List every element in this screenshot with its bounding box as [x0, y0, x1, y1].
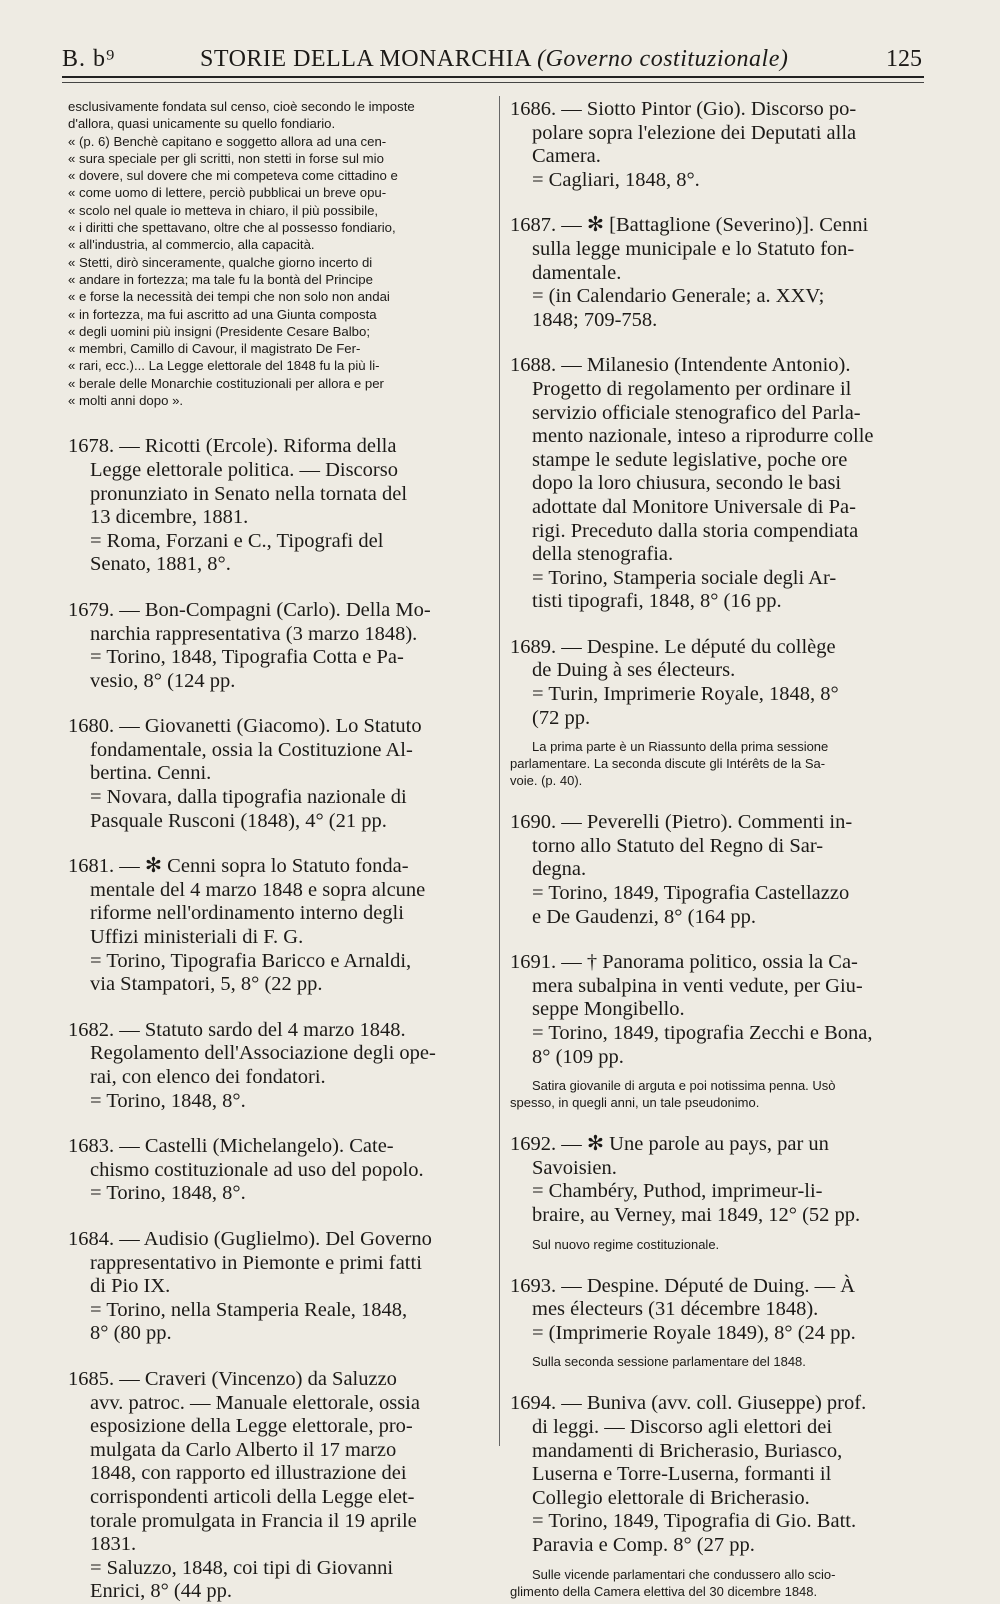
right-column — [510, 98, 928, 1600]
quote-line: « scolo nel quale io metteva in chiaro, il più possibile, — [68, 202, 379, 218]
entry-imprint-line: = Novara, dalla tipografia nazionale di — [90, 786, 407, 809]
entry-imprint-line: = Torino, Stamperia sociale degli Ar- — [532, 566, 837, 589]
note-line: parlamentare. La seconda discute gli Intérêts de la Sa- — [510, 756, 826, 772]
entry-line: 1678. — Ricotti (Ercole). Riforma della — [68, 435, 397, 458]
bibliography-entry — [68, 855, 484, 997]
entry-imprint-line: = Torino, nella Stamperia Reale, 1848, — [90, 1298, 408, 1321]
bibliography-entry — [510, 1392, 928, 1599]
entry-line: riforme nell'ordinamento interno degli — [90, 902, 404, 925]
entry-line: rappresentativo in Piemonte e primi fatti — [90, 1251, 422, 1274]
entry-imprint-line: = Torino, 1848, 8°. — [90, 1089, 246, 1112]
note-line: La prima parte è un Riassunto della prima sessione — [532, 739, 829, 755]
quote-line: d'allora, quasi unicamente su quello fondiario. — [68, 116, 336, 132]
entry-line: 1683. — Castelli (Michelangelo). Cate- — [68, 1135, 394, 1158]
entry-line: mandamenti di Bricherasio, Buriasco, — [532, 1439, 843, 1462]
entry-line: 1682. — Statuto sardo del 4 marzo 1848. — [68, 1018, 406, 1041]
entry-line: tisti tipografi, 1848, 8° (16 pp. — [532, 590, 782, 613]
running-title-main: STORIE DELLA MONARCHIA — [200, 46, 531, 72]
entry-line: 1694. — Buniva (avv. coll. Giuseppe) prof. — [510, 1392, 867, 1415]
entry-line: stampe le sedute legislative, poche ore — [532, 448, 848, 471]
quote-line: « Stetti, dirò sinceramente, qualche giorno incerto di — [68, 254, 373, 270]
entry-note — [510, 738, 928, 789]
entry-line: degna. — [532, 858, 587, 881]
entry-line: Legge elettorale politica. — Discorso — [90, 458, 398, 481]
entry-imprint-line: = Torino, 1848, 8°. — [90, 1182, 246, 1205]
entry-line: 1688. — Milanesio (Intendente Antonio). — [510, 354, 851, 377]
note-line: Sulle vicende parlamentari che condussero allo scio- — [532, 1566, 836, 1582]
quote-line: « rari, ecc.)... La Legge elettorale del 1848 fu la più li- — [68, 358, 380, 374]
note-line: Sulla seconda sessione parlamentare del 1848. — [532, 1354, 806, 1370]
entry-line: seppe Mongibello. — [532, 998, 685, 1021]
bibliography-entry — [510, 354, 928, 614]
page-number: 125 — [886, 46, 922, 72]
bibliography-entry — [510, 214, 928, 332]
entry-line: servizio officiale stenografico del Parla- — [532, 401, 861, 424]
entry-line: Paravia e Comp. 8° (27 pp. — [532, 1533, 755, 1556]
entry-line: Savoisien. — [532, 1156, 617, 1179]
quote-line: « in fortezza, ma fui ascritto ad una Giunta composta — [68, 306, 377, 322]
entry-line: della stenografia. — [532, 543, 674, 566]
entry-line: narchia rappresentativa (3 marzo 1848). — [90, 622, 418, 645]
note-line: voie. (p. 40). — [510, 773, 583, 789]
page-header — [62, 40, 922, 80]
bibliography-entry — [68, 1135, 484, 1206]
entry-line: 1685. — Craveri (Vincenzo) da Saluzzo — [68, 1367, 397, 1390]
entry-line: e De Gaudenzi, 8° (164 pp. — [532, 905, 756, 928]
quote-line: « all'industria, al commercio, alla capacità. — [68, 237, 315, 253]
entry-imprint-line: = Torino, Tipografia Baricco e Arnaldi, — [90, 949, 412, 972]
entry-line: 1848, con rapporto ed illustrazione dei — [90, 1462, 407, 1485]
entry-line: sulla legge municipale e lo Statuto fon- — [532, 237, 855, 260]
quote-line: « dovere, sul dovere che mi competeva come cittadino e — [68, 168, 398, 184]
entry-imprint-line: = Cagliari, 1848, 8°. — [532, 168, 700, 191]
entry-line: mera subalpina in venti vedute, per Giu- — [532, 974, 863, 997]
running-title — [200, 46, 788, 73]
entry-line: torno allo Statuto del Regno di Sar- — [532, 834, 824, 857]
entry-line: torale promulgata in Francia il 19 aprile — [90, 1509, 417, 1532]
entry-imprint-line: = Torino, 1849, tipografia Zecchi e Bona, — [532, 1022, 873, 1044]
note-line: spesso, in quegli anni, un tale pseudonimo. — [510, 1095, 760, 1111]
entry-line: 1679. — Bon-Compagni (Carlo). Della Mo- — [68, 598, 431, 621]
entry-line: mentale del 4 marzo 1848 e sopra alcune — [90, 878, 426, 901]
entry-line: 1693. — Despine. Député de Duing. — À — [510, 1274, 856, 1297]
left-entries — [68, 435, 484, 1604]
entry-line: vesio, 8° (124 pp. — [90, 669, 236, 692]
entry-imprint-line: = Roma, Forzani e C., Tipografi del — [90, 529, 384, 552]
bibliography-entry — [68, 715, 484, 833]
entry-line: 1684. — Audisio (Guglielmo). Del Governo — [68, 1227, 432, 1250]
entry-line: 1689. — Despine. Le député du collège — [510, 635, 836, 658]
entry-imprint-line: = (in Calendario Generale; a. XXV; — [532, 285, 825, 308]
quote-line: « degli uomini più insigni (Presidente Cesare Balbo; — [68, 323, 371, 339]
entry-note — [510, 1077, 928, 1111]
entry-line: avv. patroc. — Manuale elettorale, ossia — [90, 1391, 420, 1414]
entry-line: 8° (109 pp. — [532, 1045, 624, 1068]
note-line: Satira giovanile di arguta e poi notissima penna. Usò — [532, 1078, 836, 1094]
entry-line: di Pio IX. — [90, 1275, 171, 1298]
entry-line: dopo la loro chiusura, secondo le basi — [532, 472, 842, 495]
entry-imprint-line: = Saluzzo, 1848, coi tipi di Giovanni — [90, 1556, 394, 1579]
entry-line: rigi. Preceduto dalla storia compendiata — [532, 519, 859, 542]
entry-line: fondamentale, ossia la Costituzione Al- — [90, 738, 413, 761]
bibliography-entry — [68, 435, 484, 577]
entry-imprint-line: = Chambéry, Puthod, imprimeur-li- — [532, 1180, 823, 1203]
entry-line: de Duing à ses électeurs. — [532, 659, 736, 682]
entry-line: 1831. — [90, 1533, 137, 1556]
entry-imprint-line: = Torino, 1848, Tipografia Cotta e Pa- — [90, 646, 404, 669]
entry-line: mulgata da Carlo Alberto il 17 marzo — [90, 1438, 397, 1461]
note-line: glimento della Camera elettiva del 30 dicembre 1848. — [510, 1583, 818, 1599]
quote-line: « come uomo di lettere, perciò pubblicai un breve opu- — [68, 185, 387, 201]
entry-line: bertina. Cenni. — [90, 762, 212, 785]
signature-mark: B. b⁹ — [62, 46, 116, 72]
entry-line: Enrici, 8° (44 pp. — [90, 1580, 232, 1603]
entry-line: mento nazionale, inteso a riprodurre colle — [532, 425, 874, 448]
entry-line: Progetto di regolamento per ordinare il — [532, 377, 852, 400]
entry-line: esposizione della Legge elettorale, pro- — [90, 1415, 413, 1438]
quote-line: « molti anni dopo ». — [68, 393, 184, 409]
bibliography-entry — [510, 1275, 928, 1371]
entry-line: 1686. — Siotto Pintor (Gio). Discorso po- — [510, 98, 857, 120]
entry-line: 1691. — † Panorama politico, ossia la Ca- — [510, 951, 858, 974]
entry-imprint-line: = (Imprimerie Royale 1849), 8° (24 pp. — [532, 1321, 856, 1344]
bibliography-entry — [510, 98, 928, 192]
right-entries — [510, 98, 928, 1600]
entry-imprint-line: = Torino, 1849, Tipografia Castellazzo — [532, 882, 850, 905]
entry-note — [510, 1353, 928, 1370]
quote-line: esclusivamente fondata sul censo, cioè secondo le imposte — [68, 99, 415, 114]
entry-line: rai, con elenco dei fondatori. — [90, 1066, 326, 1088]
entry-imprint-line: = Turin, Imprimerie Royale, 1848, 8° — [532, 683, 839, 706]
entry-line: 1680. — Giovanetti (Giacomo). Lo Statuto — [68, 715, 422, 738]
entry-line: Pasquale Rusconi (1848), 4° (21 pp. — [90, 809, 387, 832]
entry-line: di leggi. — Discorso agli elettori dei — [532, 1415, 833, 1438]
entry-line: 1687. — ✻ [Battaglione (Severino)]. Cenni — [510, 214, 869, 237]
quote-line: « i diritti che spettavano, oltre che al possesso fondiario, — [68, 220, 396, 236]
bibliography-entry — [510, 951, 928, 1111]
column-divider — [499, 96, 500, 1446]
quote-line: « berale delle Monarchie costituzionali per allora e per — [68, 375, 384, 391]
entry-line: 1848; 709-758. — [532, 308, 658, 331]
entry-line: Luserna e Torre-Luserna, formanti il — [532, 1463, 832, 1486]
entry-line: Senato, 1881, 8°. — [90, 553, 231, 576]
entry-line: braire, au Verney, mai 1849, 12° (52 pp. — [532, 1203, 861, 1226]
note-line: Sul nuovo regime costituzionale. — [532, 1236, 720, 1252]
quote-line: « e forse la necessità dei tempi che non solo non andai — [68, 289, 390, 305]
quote-line: « (p. 6) Benchè capitano e soggetto allora ad una cen- — [68, 133, 387, 149]
entry-line: 13 dicembre, 1881. — [90, 506, 249, 529]
entry-line: 1692. — ✻ Une parole au pays, par un — [510, 1133, 829, 1156]
quote-line: « membri, Camillo di Cavour, il magistrato De Fer- — [68, 341, 361, 357]
header-rule-thin — [62, 82, 924, 83]
bibliography-entry — [510, 1133, 928, 1252]
entry-line: 1681. — ✻ Cenni sopra lo Statuto fonda- — [68, 855, 409, 878]
entry-imprint-line: = Torino, 1849, Tipografia di Gio. Batt. — [532, 1510, 857, 1533]
entry-line: mes électeurs (31 décembre 1848). — [532, 1298, 819, 1321]
entry-line: Uffizi ministeriali di F. G. — [90, 926, 304, 949]
entry-line: Regolamento dell'Associazione degli ope- — [90, 1042, 436, 1065]
entry-line: Collegio elettorale di Bricherasio. — [532, 1486, 810, 1509]
entry-line: Camera. — [532, 145, 601, 168]
quote-line: « andare in fortezza; ma tale fu la bontà del Principe — [68, 271, 373, 287]
quote-block — [68, 98, 484, 409]
entry-line: chismo costituzionale ad uso del popolo. — [90, 1158, 424, 1181]
entry-line: 1690. — Peverelli (Pietro). Commenti in- — [510, 811, 853, 834]
entry-line: via Stampatori, 5, 8° (22 pp. — [90, 973, 323, 996]
bibliography-entry — [510, 811, 928, 929]
bibliography-entry — [68, 1019, 484, 1113]
entry-line: polare sopra l'elezione dei Deputati alla — [532, 121, 857, 144]
bibliography-entry — [68, 1368, 484, 1604]
header-rule — [62, 76, 924, 78]
bibliography-entry — [68, 1228, 484, 1346]
entry-line: damentale. — [532, 261, 622, 284]
entry-note — [510, 1566, 928, 1600]
entry-line: pronunziato in Senato nella tornata del — [90, 482, 408, 505]
left-column — [68, 98, 484, 1604]
running-title-subtitle: (Governo costituzionale) — [537, 46, 789, 72]
entry-line: corrispondenti articoli della Legge elet- — [90, 1485, 415, 1508]
entry-line: adottate dal Monitore Universale di Pa- — [532, 495, 856, 518]
quote-line: « sura speciale per gli scritti, non stetti in forse sul mio — [68, 150, 384, 166]
bibliography-entry — [510, 636, 928, 789]
entry-line: 8° (80 pp. — [90, 1322, 172, 1345]
entry-note — [510, 1236, 928, 1253]
entry-line: (72 pp. — [532, 706, 591, 729]
bibliography-entry — [68, 599, 484, 693]
